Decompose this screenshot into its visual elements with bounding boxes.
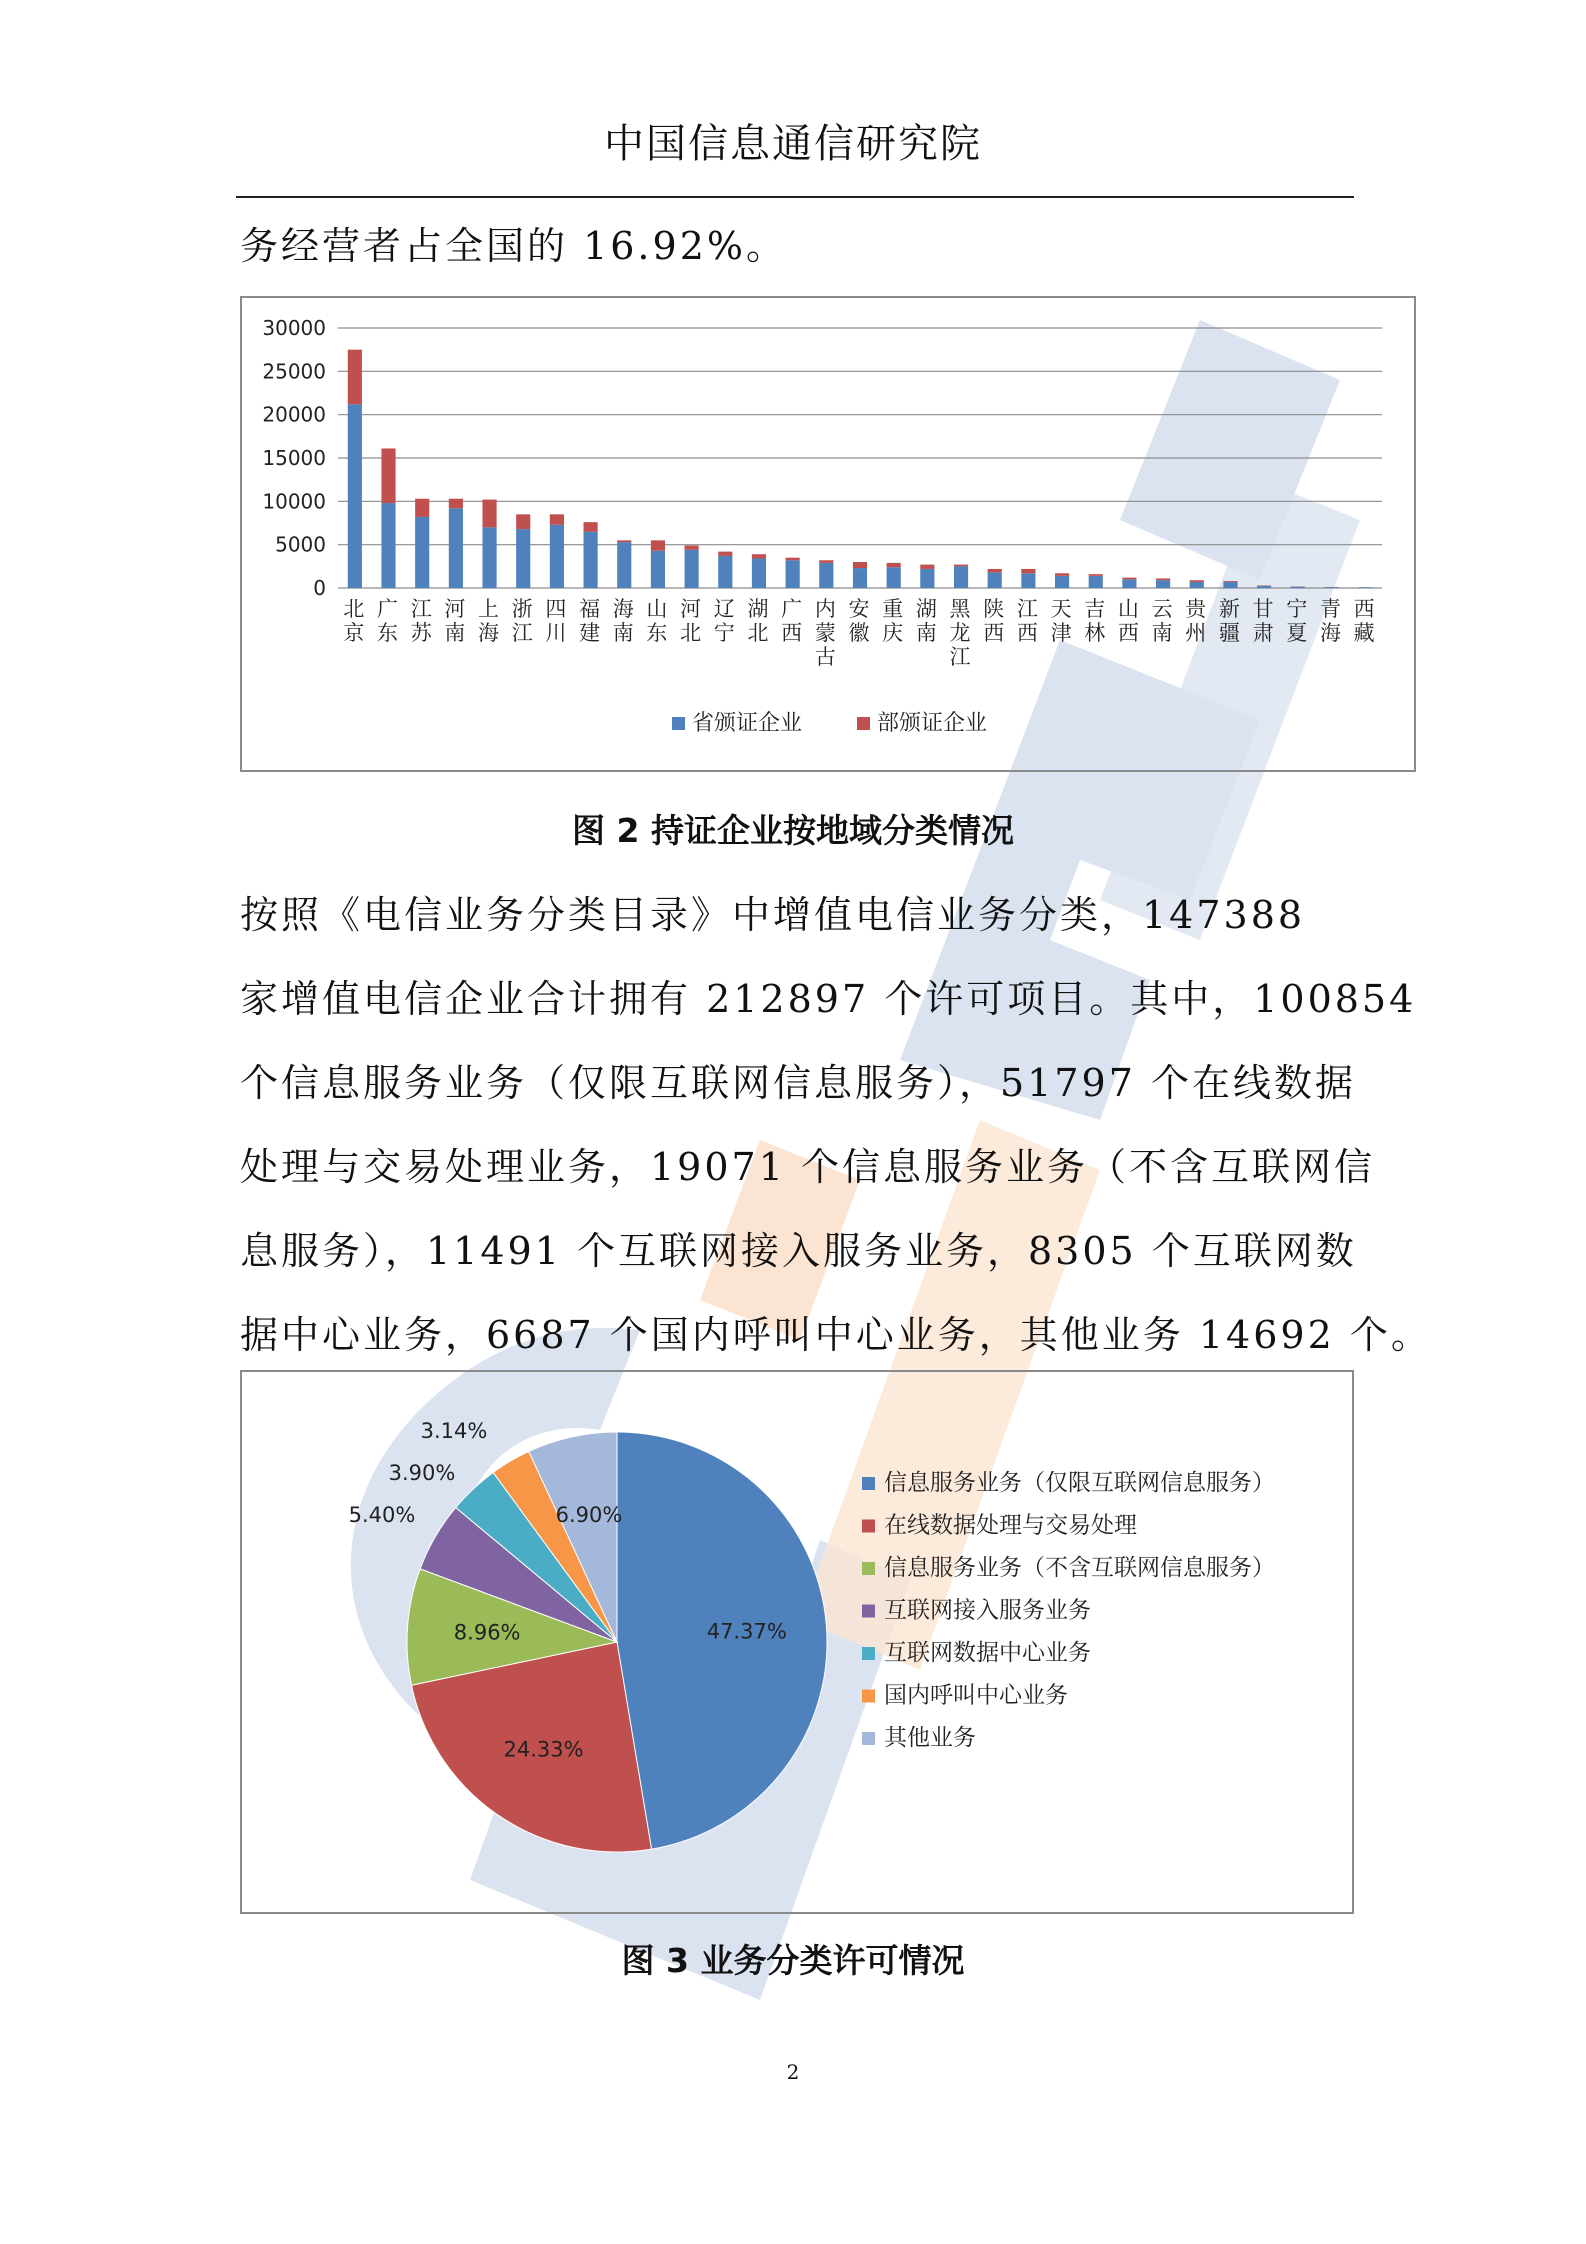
- x-category-label: 上海: [478, 597, 500, 645]
- bar-segment: [988, 569, 1002, 572]
- x-category-label: 青海: [1319, 597, 1341, 645]
- bar-segment: [617, 540, 631, 542]
- y-tick-label: 10000: [262, 489, 326, 514]
- bar-segment: [853, 562, 867, 568]
- bar-segment: [1291, 587, 1305, 588]
- bar-segment: [1156, 580, 1170, 588]
- y-tick-label: 15000: [262, 446, 326, 470]
- bar-segment: [516, 529, 530, 588]
- bar-segment: [718, 556, 732, 588]
- x-category-label: 河南: [444, 597, 466, 645]
- bar-segment: [752, 554, 766, 558]
- bar-segment: [1190, 582, 1204, 588]
- x-category-label: 浙江: [511, 597, 533, 645]
- x-category-label: 江西: [1016, 597, 1038, 645]
- legend-label: 互联网数据中心业务: [884, 1640, 1091, 1666]
- x-category-label: 重庆: [882, 597, 904, 645]
- legend-label: 其他业务: [884, 1725, 976, 1751]
- bar-segment: [1055, 573, 1069, 576]
- x-category-label: 广西: [781, 597, 803, 645]
- x-category-label: 甘肃: [1252, 597, 1274, 645]
- bar-segment: [887, 563, 901, 567]
- bar-segment: [584, 522, 598, 532]
- legend-label: 省颁证企业: [692, 711, 803, 736]
- x-category-label: 广东: [377, 597, 399, 645]
- legend-swatch: [862, 1647, 875, 1660]
- legend-label: 国内呼叫中心业务: [884, 1682, 1068, 1709]
- bar-chart-frame: [240, 296, 1416, 772]
- legend-label: 在线数据处理与交易处理: [884, 1512, 1137, 1539]
- header-divider: [236, 196, 1354, 198]
- bar-segment: [853, 568, 867, 588]
- legend-label: 信息服务业务（仅限互联网信息服务）: [884, 1470, 1275, 1496]
- bar-segment: [381, 503, 395, 588]
- bar-segment: [954, 566, 968, 588]
- x-category-label: 内蒙古: [814, 597, 836, 669]
- bar-segment: [348, 404, 362, 588]
- x-category-label: 河北: [680, 597, 702, 645]
- x-category-label: 贵州: [1185, 597, 1207, 645]
- x-category-label: 北京: [343, 597, 365, 645]
- x-category-label: 黑龙江: [949, 597, 971, 669]
- bar-segment: [1190, 580, 1204, 582]
- legend-swatch: [862, 1605, 875, 1618]
- pie-data-label: 5.40%: [348, 1503, 416, 1527]
- figure3-caption: 图 3 业务分类许可情况: [621, 1941, 965, 1980]
- bar-segment: [1055, 576, 1069, 588]
- bar-segment: [584, 532, 598, 588]
- x-category-label: 西藏: [1353, 597, 1375, 645]
- pie-chart-frame: [240, 1370, 1354, 1914]
- pie-data-label: 47.37%: [706, 1619, 787, 1644]
- bar-segment: [415, 517, 429, 588]
- bar-segment: [1223, 581, 1237, 582]
- legend-label: 部颁证企业: [877, 711, 988, 736]
- legend-swatch: [857, 717, 870, 730]
- x-category-label: 湖南: [915, 597, 937, 645]
- legend-swatch: [862, 1520, 875, 1533]
- y-tick-label: 20000: [262, 402, 326, 427]
- bar-segment: [550, 514, 564, 524]
- legend-swatch: [862, 1477, 875, 1490]
- bar-segment: [1089, 574, 1103, 576]
- bar-segment: [685, 550, 699, 588]
- legend-swatch: [862, 1562, 875, 1575]
- legend-label: 互联网接入服务业务: [884, 1597, 1091, 1624]
- bar-segment: [954, 565, 968, 567]
- pie-data-label: 6.90%: [555, 1502, 623, 1527]
- bar-segment: [482, 500, 496, 528]
- bar-segment: [550, 525, 564, 588]
- x-category-label: 辽宁: [713, 597, 735, 645]
- bar-segment: [1021, 573, 1035, 588]
- bar-segment: [718, 552, 732, 556]
- x-category-label: 宁夏: [1286, 597, 1308, 645]
- bar-segment: [1089, 576, 1103, 588]
- y-tick-label: 5000: [275, 532, 326, 557]
- header-title: 中国信息通信研究院: [604, 121, 982, 167]
- pie-data-label: 8.96%: [453, 1620, 521, 1645]
- pie-data-label: 3.90%: [388, 1461, 456, 1485]
- bar-segment: [819, 560, 833, 563]
- bar-segment: [449, 508, 463, 588]
- bar-segment: [1021, 569, 1035, 573]
- y-tick-label: 0: [313, 576, 326, 600]
- pie-data-label: 24.33%: [503, 1737, 584, 1762]
- paragraph-line-6: 据中心业务，6687 个国内呼叫中心业务，其他业务 14692 个。: [240, 1313, 1432, 1357]
- bar-segment: [617, 542, 631, 588]
- bar-segment: [651, 551, 665, 588]
- x-category-label: 江苏: [410, 597, 432, 645]
- figure2-caption: 图 2 持证企业按地域分类情况: [572, 811, 1014, 850]
- bar-segment: [1223, 582, 1237, 588]
- paragraph-line-2: 家增值电信企业合计拥有 212897 个许可项目。其中，100854: [240, 977, 1417, 1021]
- bar-segment: [381, 448, 395, 503]
- bar-segment: [1122, 578, 1136, 580]
- bar-segment: [685, 546, 699, 550]
- pie-chart: [242, 1372, 1352, 1912]
- bar-segment: [786, 560, 800, 588]
- bar-segment: [449, 499, 463, 509]
- bar-segment: [1324, 587, 1338, 588]
- x-category-label: 海南: [612, 597, 634, 645]
- legend-swatch: [862, 1732, 875, 1745]
- paragraph-line-3: 个信息服务业务（仅限互联网信息服务），51797 个在线数据: [240, 1061, 1356, 1105]
- x-category-label: 吉林: [1084, 597, 1106, 645]
- bar-segment: [887, 567, 901, 588]
- paragraph-line-1: 按照《电信业务分类目录》中增值电信业务分类，147388: [240, 893, 1306, 937]
- x-category-label: 福建: [579, 597, 601, 645]
- legend-label: 信息服务业务（不含互联网信息服务）: [884, 1555, 1275, 1581]
- intro-line: 务经营者占全国的 16.92%。: [240, 224, 787, 268]
- bar-segment: [348, 350, 362, 405]
- x-category-label: 云南: [1151, 597, 1173, 645]
- x-category-label: 山东: [646, 597, 668, 645]
- bar-segment: [988, 572, 1002, 588]
- bar-segment: [1156, 578, 1170, 580]
- bar-segment: [651, 540, 665, 550]
- x-category-label: 安徽: [848, 597, 870, 645]
- pie-data-label: 3.14%: [420, 1419, 488, 1443]
- bar-segment: [415, 499, 429, 517]
- x-category-label: 新疆: [1218, 597, 1240, 645]
- legend-swatch: [862, 1690, 875, 1703]
- bar-segment: [752, 559, 766, 588]
- legend-swatch: [672, 717, 685, 730]
- bar-segment: [1122, 579, 1136, 588]
- x-category-label: 陕西: [983, 597, 1005, 645]
- paragraph-line-4: 处理与交易处理业务，19071 个信息服务业务（不含互联网信: [240, 1145, 1375, 1189]
- bar-segment: [1358, 587, 1372, 588]
- bar-segment: [516, 514, 530, 529]
- bar-segment: [920, 565, 934, 569]
- x-category-label: 四川: [545, 597, 567, 645]
- bar-segment: [819, 563, 833, 588]
- page-number: 2: [786, 2060, 800, 2084]
- x-category-label: 山西: [1117, 597, 1139, 645]
- bar-segment: [1257, 586, 1271, 588]
- x-category-label: 湖北: [747, 597, 769, 645]
- y-tick-label: 25000: [262, 359, 326, 384]
- bar-segment: [786, 558, 800, 561]
- bar-segment: [920, 569, 934, 588]
- y-tick-label: 30000: [262, 316, 326, 340]
- x-category-label: 天津: [1050, 597, 1072, 645]
- bar-chart: [242, 298, 1414, 770]
- paragraph-line-5: 息服务），11491 个互联网接入服务业务，8305 个互联网数: [240, 1229, 1357, 1273]
- bar-segment: [482, 527, 496, 588]
